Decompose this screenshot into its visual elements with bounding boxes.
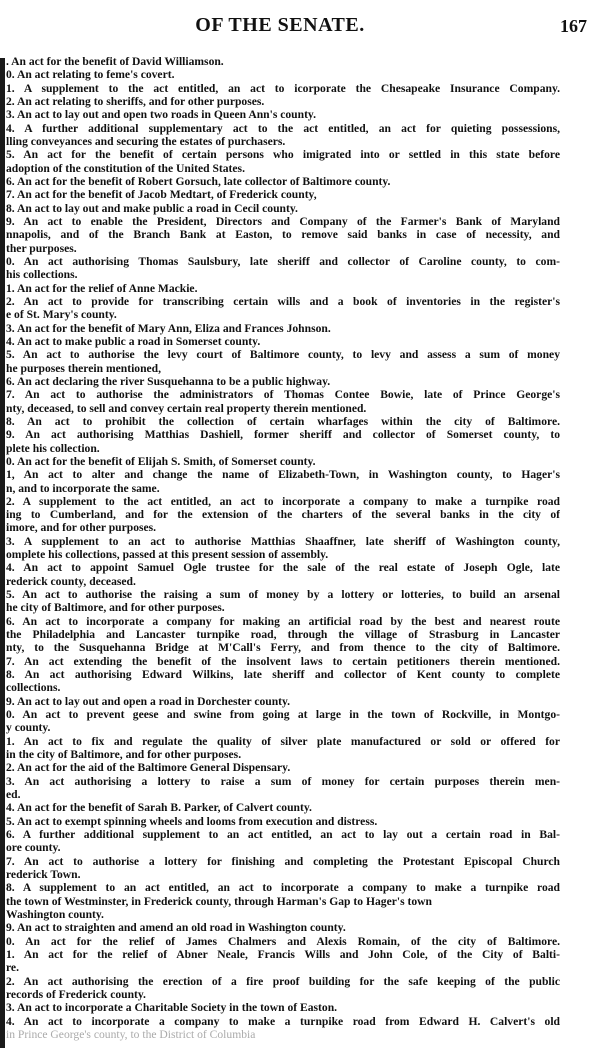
acts-list bbox=[6, 55, 560, 1041]
text-line: the town of Westminster, in Frederick county, through Harman's Gap to Hager's town bbox=[6, 894, 432, 908]
text-line: 4. An act for the benefit of Sarah B. Parker, of Calvert county. bbox=[6, 801, 312, 815]
text-line: lling conveyances and securing the estates of purchasers. bbox=[6, 134, 286, 148]
text-line: 6. An act to incorporate a company for making an artificial road by the best and nearest route bbox=[6, 614, 560, 628]
text-line: ther purposes. bbox=[6, 241, 77, 255]
text-line: 7. An act to authorise the administrators of Thomas Contee Bowie, late of Prince George's bbox=[6, 388, 560, 402]
text-line: nty, to the Susquehanna Bridge at M'Call's Ferry, and from thence to the city of Baltimore. bbox=[6, 641, 560, 655]
text-line: 7. An act to authorise a lottery for finishing and completing the Protestant Episcopal Church bbox=[6, 854, 560, 868]
text-line: 1. A supplement to the act entitled, an act to icorporate the Chesapeake Insurance Company. bbox=[6, 81, 560, 95]
text-line: ing to Cumberland, and for the extension of the charters of the several banks in the city of bbox=[6, 508, 560, 522]
text-line: 3. An act to incorporate a Charitable Society in the town of Easton. bbox=[6, 1001, 338, 1015]
text-line: 3. An act authorising a lottery to raise a sum of money for certain purposes therein men- bbox=[6, 774, 560, 788]
text-line: 1. An act to fix and regulate the quality of silver plate manufactured or sold or offered for bbox=[6, 734, 560, 748]
text-line: 5. An act to authorise the raising a sum of money by a lottery or lotteries, to build an arsenal bbox=[6, 588, 560, 602]
text-line: collections. bbox=[6, 681, 61, 695]
text-line: 9. An act to straighten and amend an old road in Washington county. bbox=[6, 921, 346, 935]
text-line: 8. An act authorising Edward Wilkins, late sheriff and collector of Kent county to complete bbox=[6, 668, 560, 682]
page-number: 167 bbox=[560, 16, 587, 36]
text-line: 9. An act to lay out and open a road in Dorchester county. bbox=[6, 694, 291, 708]
text-line: 9. An act to enable the President, Directors and Company of the Farmer's Bank of Maryland bbox=[6, 214, 560, 228]
text-line: 3. An act for the benefit of Mary Ann, Eliza and Frances Johnson. bbox=[6, 321, 331, 335]
text-line: imore, and for other purposes. bbox=[6, 521, 157, 535]
text-line: 5. An act for the benefit of certain persons who imigrated into or settled in this state before bbox=[6, 148, 560, 162]
text-line: 4. A further additional supplementary act to the act entitled, an act for quieting possessions, bbox=[6, 121, 560, 135]
text-line: he city of Baltimore, and for other purposes. bbox=[6, 601, 225, 615]
text-line: 9. An act authorising Matthias Dashiell, former sheriff and collector of Somerset county, to bbox=[6, 428, 560, 442]
text-line: 0. An act relating to feme's covert. bbox=[6, 68, 175, 82]
text-line: rederick county, deceased. bbox=[6, 574, 136, 588]
text-line: y county. bbox=[6, 721, 51, 735]
text-line: re. bbox=[6, 961, 19, 975]
text-line: rederick Town. bbox=[6, 868, 81, 882]
text-line: 0. An act for the benefit of Elijah S. Smith, of Somerset county. bbox=[6, 454, 316, 468]
page-binding-edge bbox=[0, 58, 5, 1048]
text-line: 0. An act to prevent geese and swine from going at large in the town of Rockville, in Montgo- bbox=[6, 708, 560, 722]
text-line: 2. A supplement to the act entitled, an act to incorporate a company to make a turnpike road bbox=[6, 494, 560, 508]
text-line: 1. An act for the relief of Anne Mackie. bbox=[6, 281, 198, 295]
text-line: 2. An act to provide for transcribing certain wills and a book of inventories in the register's bbox=[6, 294, 560, 308]
text-line: 6. A further additional supplement to an act entitled, an act to lay out a certain road in Bal- bbox=[6, 828, 560, 842]
text-line: his collections. bbox=[6, 268, 78, 282]
text-line: omplete his collections, passed at this present session of assembly. bbox=[6, 548, 329, 562]
text-line: 3. A supplement to an act to authorise Matthias Shaaffner, late sheriff of Washington county, bbox=[6, 534, 560, 548]
text-line: nty, deceased, to sell and convey certain real property therein mentioned. bbox=[6, 401, 367, 415]
text-line: 5. An act to authorise the levy court of Baltimore county, to levy and assess a sum of money bbox=[6, 348, 560, 362]
text-line: records of Frederick county. bbox=[6, 987, 146, 1001]
text-line: in the city of Baltimore, and for other purposes. bbox=[6, 748, 242, 762]
text-line: 5. An act to exempt spinning wheels and looms from execution and distress. bbox=[6, 814, 378, 828]
text-line: 1. An act for the relief of Abner Neale, Francis Wills and John Cole, of the City of Balti- bbox=[6, 947, 560, 961]
text-line: plete his collection. bbox=[6, 441, 100, 455]
text-line: 7. An act for the benefit of Jacob Medtart, of Frederick county, bbox=[6, 188, 317, 202]
text-line: Washington county. bbox=[6, 908, 104, 921]
text-line: in Prince George's county, to the District of Columbia bbox=[6, 1027, 256, 1041]
text-line: the Philadelphia and Lancaster turnpike road, through the village of Strasburg in Lancaster bbox=[6, 628, 560, 642]
text-line: . An act for the benefit of David Williamson. bbox=[6, 55, 224, 68]
text-line: ed. bbox=[6, 788, 21, 802]
text-line: e of St. Mary's county. bbox=[6, 308, 117, 322]
text-line: 6. An act for the benefit of Robert Gorsuch, late collector of Baltimore county. bbox=[6, 174, 391, 188]
text-line: 0. An act authorising Thomas Saulsbury, late sheriff and collector of Caroline county, to com- bbox=[6, 254, 560, 268]
text-line: adoption of the constitution of the United States. bbox=[6, 161, 245, 175]
text-line: 2. An act for the aid of the Baltimore General Dispensary. bbox=[6, 761, 291, 775]
text-line: 2. An act relating to sheriffs, and for other purposes. bbox=[6, 94, 265, 108]
text-line: n, and to incorporate the same. bbox=[6, 481, 160, 495]
text-line: ore county. bbox=[6, 841, 61, 855]
text-line: 4. An act to make public a road in Somerset county. bbox=[6, 334, 261, 348]
text-line: 2. An act authorising the erection of a fire proof building for the safe keeping of the public bbox=[6, 974, 560, 988]
text-line: 8. A supplement to an act entitled, an act to incorporate a company to make a turnpike road bbox=[6, 881, 560, 895]
page-title: OF THE SENATE. bbox=[195, 14, 365, 36]
text-line: nnapolis, and of the Branch Bank at Easton, to remove said banks in case of necessity, and bbox=[6, 228, 560, 242]
text-line: 4. An act to incorporate a company to make a turnpike road from Edward H. Calvert's old bbox=[6, 1014, 560, 1028]
text-line: 1, An act to alter and change the name of Elizabeth-Town, in Washington county, to Hager's bbox=[6, 468, 560, 482]
text-line: 6. An act declaring the river Susquehanna to be a public highway. bbox=[6, 374, 331, 388]
text-line: 3. An act to lay out and open two roads in Queen Ann's county. bbox=[6, 108, 316, 122]
text-line: 8. An act to lay out and make public a road in Cecil county. bbox=[6, 201, 298, 215]
text-line: 4. An act to appoint Samuel Ogle trustee for the sale of the real estate of Joseph Ogle, late bbox=[6, 561, 560, 575]
text-line: 0. An act for the relief of James Chalmers and Alexis Romain, of the city of Baltimore. bbox=[6, 934, 560, 948]
text-line: 8. An act to prohibit the collection of certain wharfages within the city of Baltimore. bbox=[6, 414, 560, 428]
text-line: he purposes therein mentioned, bbox=[6, 361, 162, 375]
text-line: 7. An act extending the benefit of the insolvent laws to certain petitioners therein mentioned. bbox=[6, 654, 560, 668]
